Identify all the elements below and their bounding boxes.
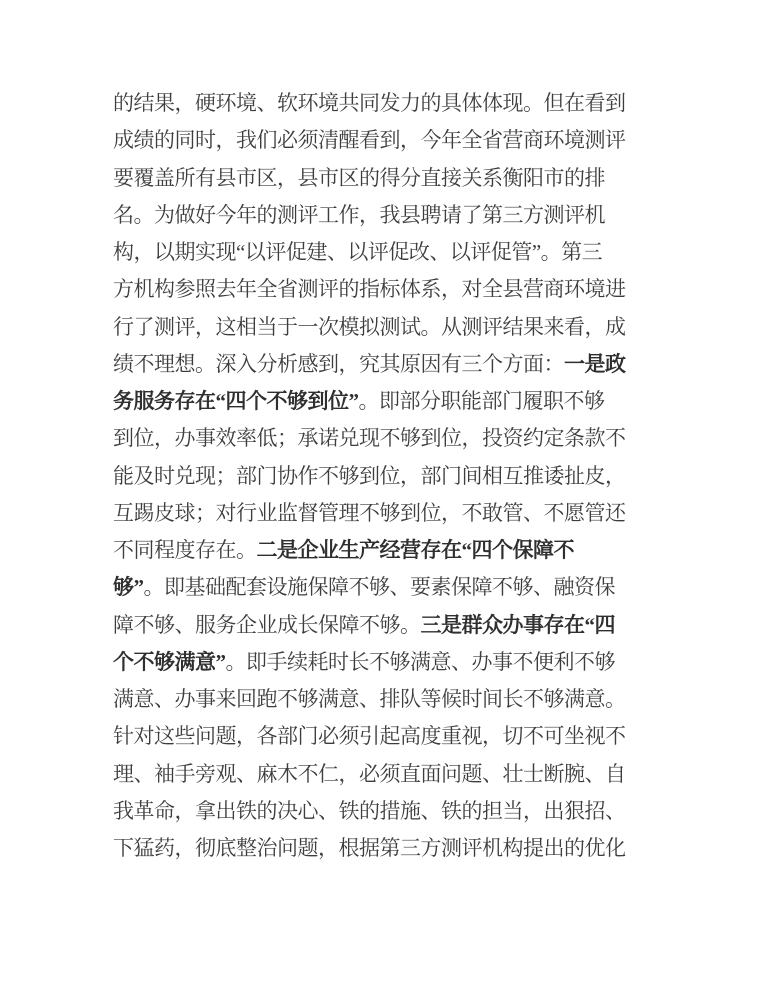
text-line <box>113 793 661 830</box>
text-run: 方机构参照去年全省测评的指标体系，对全县营商环境进 <box>113 277 626 302</box>
text-run: 互踢皮球；对行业监督管理不够到位，不敢管、不愿管还 <box>113 500 626 525</box>
text-line <box>113 718 661 755</box>
text-line <box>113 234 661 271</box>
text-line <box>113 85 661 122</box>
text-run: 的结果，硬环境、软环境共同发力的具体体现。但在看到 <box>113 91 626 115</box>
text-line <box>113 346 661 383</box>
text-line <box>113 830 661 867</box>
text-run: 行了测评，这相当于一次模拟测试。从测评结果来看，成 <box>113 314 626 339</box>
body-text-block <box>113 85 661 867</box>
text-line <box>113 458 661 495</box>
text-line <box>113 756 661 793</box>
text-line <box>113 383 661 420</box>
text-run: 。即基础配套设施保障不够、要素保障不够、融资保 <box>143 575 615 600</box>
text-run: 。即部分职能部门履职不够 <box>358 389 605 413</box>
text-line <box>113 532 661 569</box>
text-line <box>113 197 661 234</box>
text-run: 名。为做好今年的测评工作，我县聘请了第三方测评机 <box>113 202 605 227</box>
bold-emphasis-run: 一是政 <box>564 351 626 376</box>
text-run: 下猛药，彻底整治问题，根据第三方测评机构提出的优化 <box>113 836 626 860</box>
text-line <box>113 607 661 644</box>
text-line <box>113 644 661 681</box>
text-run: 针对这些问题，各部门必须引起高度重视，切不可坐视不 <box>113 724 626 749</box>
text-run: 我革命，拿出铁的决心、铁的措施、铁的担当，出狠招、 <box>113 798 626 823</box>
text-line <box>113 122 661 159</box>
text-run: 理、袖手旁观、麻木不仁，必须直面问题、壮士断腕、自 <box>113 761 626 786</box>
bold-emphasis-run: 个不够满意” <box>113 649 226 674</box>
bold-emphasis-run: 够” <box>113 575 144 600</box>
text-run: 障不够、服务企业成长保障不够。 <box>113 612 421 637</box>
bold-emphasis-run: 三是群众办事存在“四 <box>420 612 615 637</box>
text-run: 。即手续耗时长不够满意、办事不便利不够 <box>225 649 615 674</box>
text-run: 满意、办事来回跑不够满意、排队等候时间长不够满意。 <box>113 687 626 711</box>
bold-emphasis-run: 务服务存在“四个不够到位” <box>113 389 359 413</box>
text-run: 要覆盖所有县市区，县市区的得分直接关系衡阳市的排 <box>113 165 605 190</box>
text-line <box>113 681 661 718</box>
text-line <box>113 160 661 197</box>
bold-emphasis-run: 二是企业生产经营存在“四个保障不 <box>256 538 574 562</box>
text-line <box>113 271 661 308</box>
text-line <box>113 495 661 532</box>
text-line <box>113 569 661 606</box>
text-line <box>113 420 661 457</box>
text-line <box>113 309 661 346</box>
text-run: 能及时兑现；部门协作不够到位，部门间相互推诿扯皮， <box>113 463 626 488</box>
text-run: 到位，办事效率低；承诺兑现不够到位，投资约定条款不 <box>113 426 626 451</box>
text-run: 不同程度存在。 <box>113 538 257 562</box>
text-run: 绩不理想。深入分析感到，究其原因有三个方面： <box>113 351 564 376</box>
text-run: 构，以期实现“以评促建、以评促改、以评促管”。第三 <box>113 240 603 264</box>
text-run: 成绩的同时，我们必须清醒看到，今年全省营商环境测评 <box>113 128 626 153</box>
